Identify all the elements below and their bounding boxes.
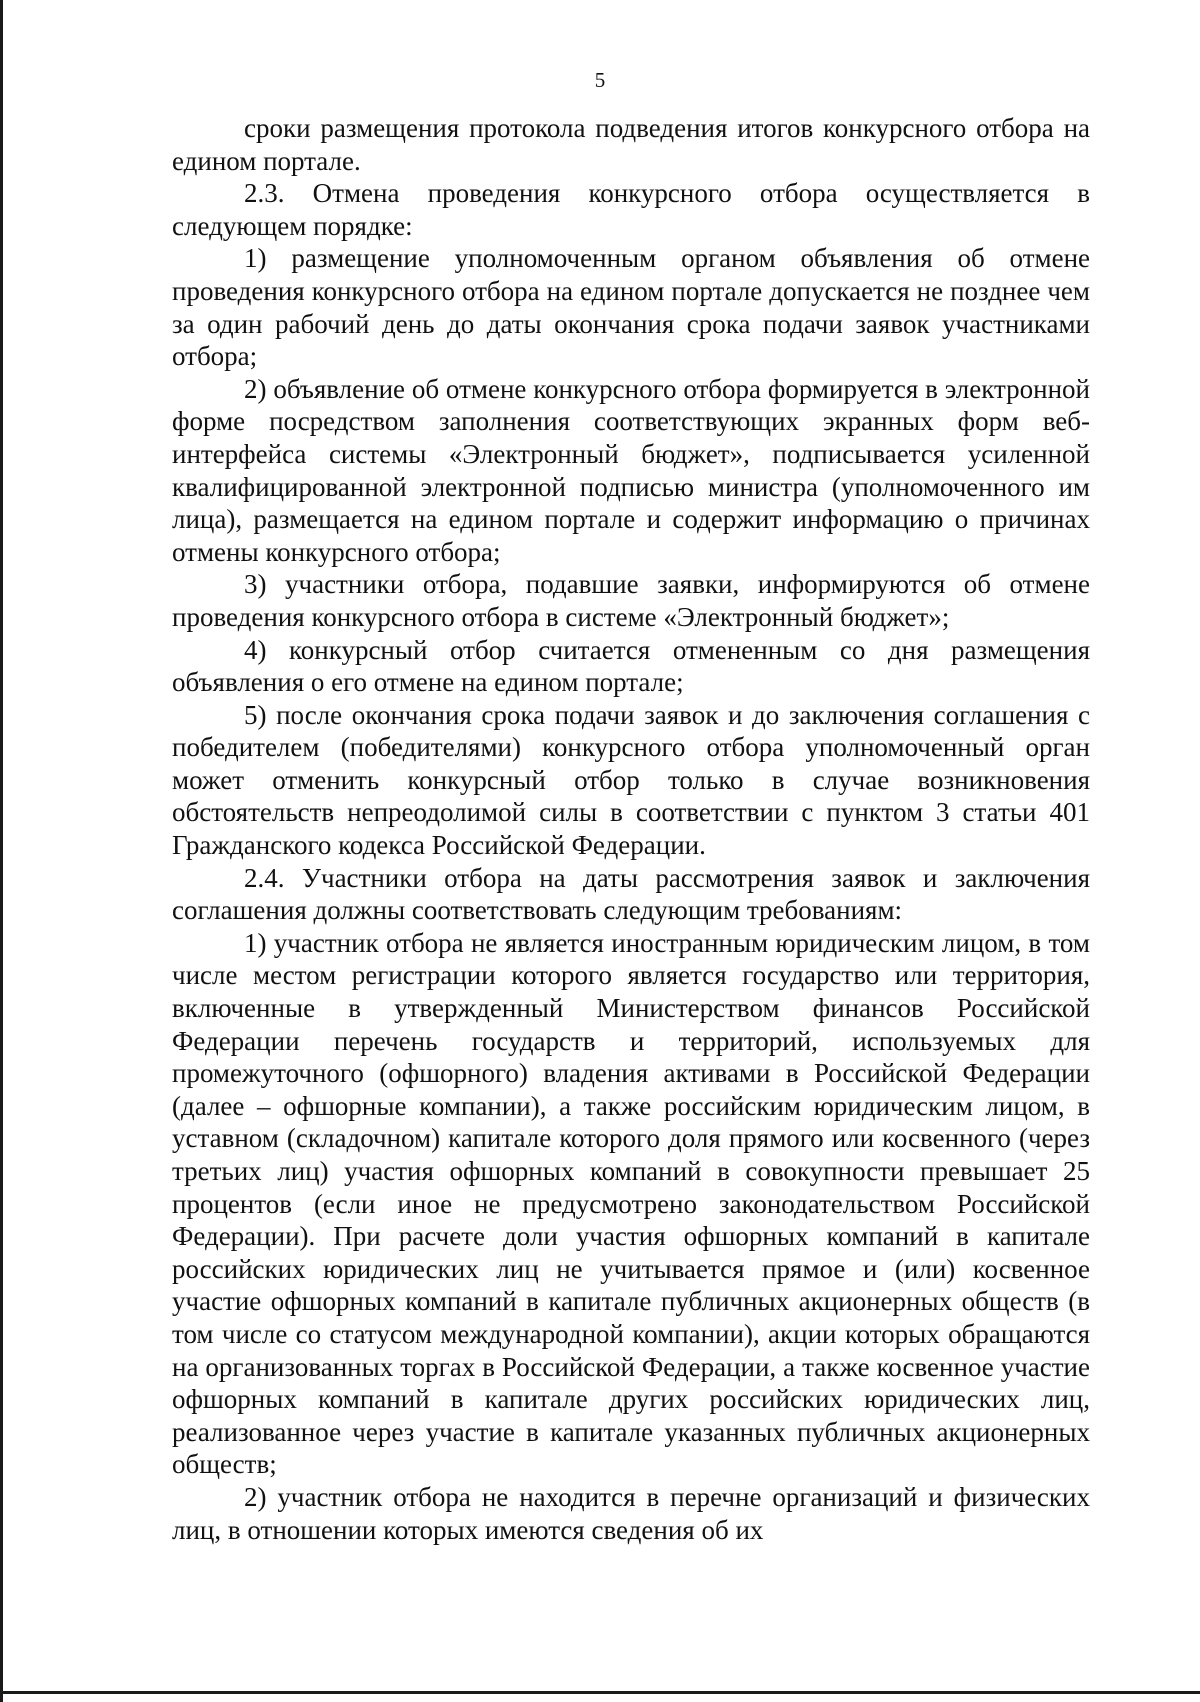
document-body [172, 112, 1090, 1546]
page-number: 5 [594, 68, 606, 92]
paragraph-requirement-2: 2) участник отбора не находится в перечне организаций и физических лиц, в отношении которых имеются сведения об их [172, 1481, 1090, 1545]
paragraph-requirement-1: 1) участник отбора не является иностранным юридическим лицом, в том числе местом регистрации которого является государство или территория, включенные в утвержденный Министерством финансов Российской Федерации перечень государств и территорий, используемых для промежуточного (офшорного) владения активами в Российской Федерации (далее – офшорные компании), а также российским юридическим лицом, в уставном (складочном) капитале которого доля прямого или косвенного (через третьих лиц) участия офшорных компаний в совокупности превышает 25 процентов (если иное не предусмотрено законодательством Российской Федерации). При расчете доли участия офшорных компаний в капитале российских юридических лиц не учитывается прямое и (или) косвенное участие офшорных компаний в капитале публичных акционерных обществ (в том числе со статусом международной компании), акции которых обращаются на организованных торгах в Российской Федерации, а также косвенное участие офшорных компаний в капитале других российских юридических лиц, реализованное через участие в капитале указанных публичных акционерных обществ; [172, 927, 1090, 1480]
paragraph-item-4: 4) конкурсный отбор считается отмененным со дня размещения объявления о его отмене на едином портале; [172, 634, 1090, 698]
scan-left-edge [0, 0, 3, 1702]
paragraph-section-2-4: 2.4. Участники отбора на даты рассмотрения заявок и заключения соглашения должны соответствовать следующим требованиям: [172, 862, 1090, 926]
paragraph-section-2-3: 2.3. Отмена проведения конкурсного отбора осуществляется в следующем порядке: [172, 178, 1090, 241]
scan-bottom-edge [0, 1691, 1200, 1694]
paragraph-continuation: сроки размещения протокола подведения итогов конкурсного отбора на едином портале. [172, 113, 1090, 176]
paragraph-item-2: 2) объявление об отмене конкурсного отбора формируется в электронной форме посредством заполнения соответствующих экранных форм веб-интерфейса системы «Электронный бюджет», подписывается усиленной квалифицированной электронной подписью министра (уполномоченного им лица), размещается на едином портале и содержит информацию о причинах отмены конкурсного отбора; [172, 373, 1090, 567]
paragraph-item-1: 1) размещение уполномоченным органом объявления об отмене проведения конкурсного отбора на едином портале допускается не позднее чем за один рабочий день до даты окончания срока подачи заявок участниками отбора; [172, 243, 1090, 372]
paragraph-item-3: 3) участники отбора, подавшие заявки, информируются об отмене проведения конкурсного отбора в системе «Электронный бюджет»; [172, 569, 1090, 632]
paragraph-item-5: 5) после окончания срока подачи заявок и до заключения соглашения с победителем (победителями) конкурсного отбора уполномоченный орган может отменить конкурсный отбор только в случае возникновения обстоятельств непреодолимой силы в соответствии с пунктом 3 статьи 401 Гражданского кодекса Российской Федерации. [172, 699, 1090, 861]
